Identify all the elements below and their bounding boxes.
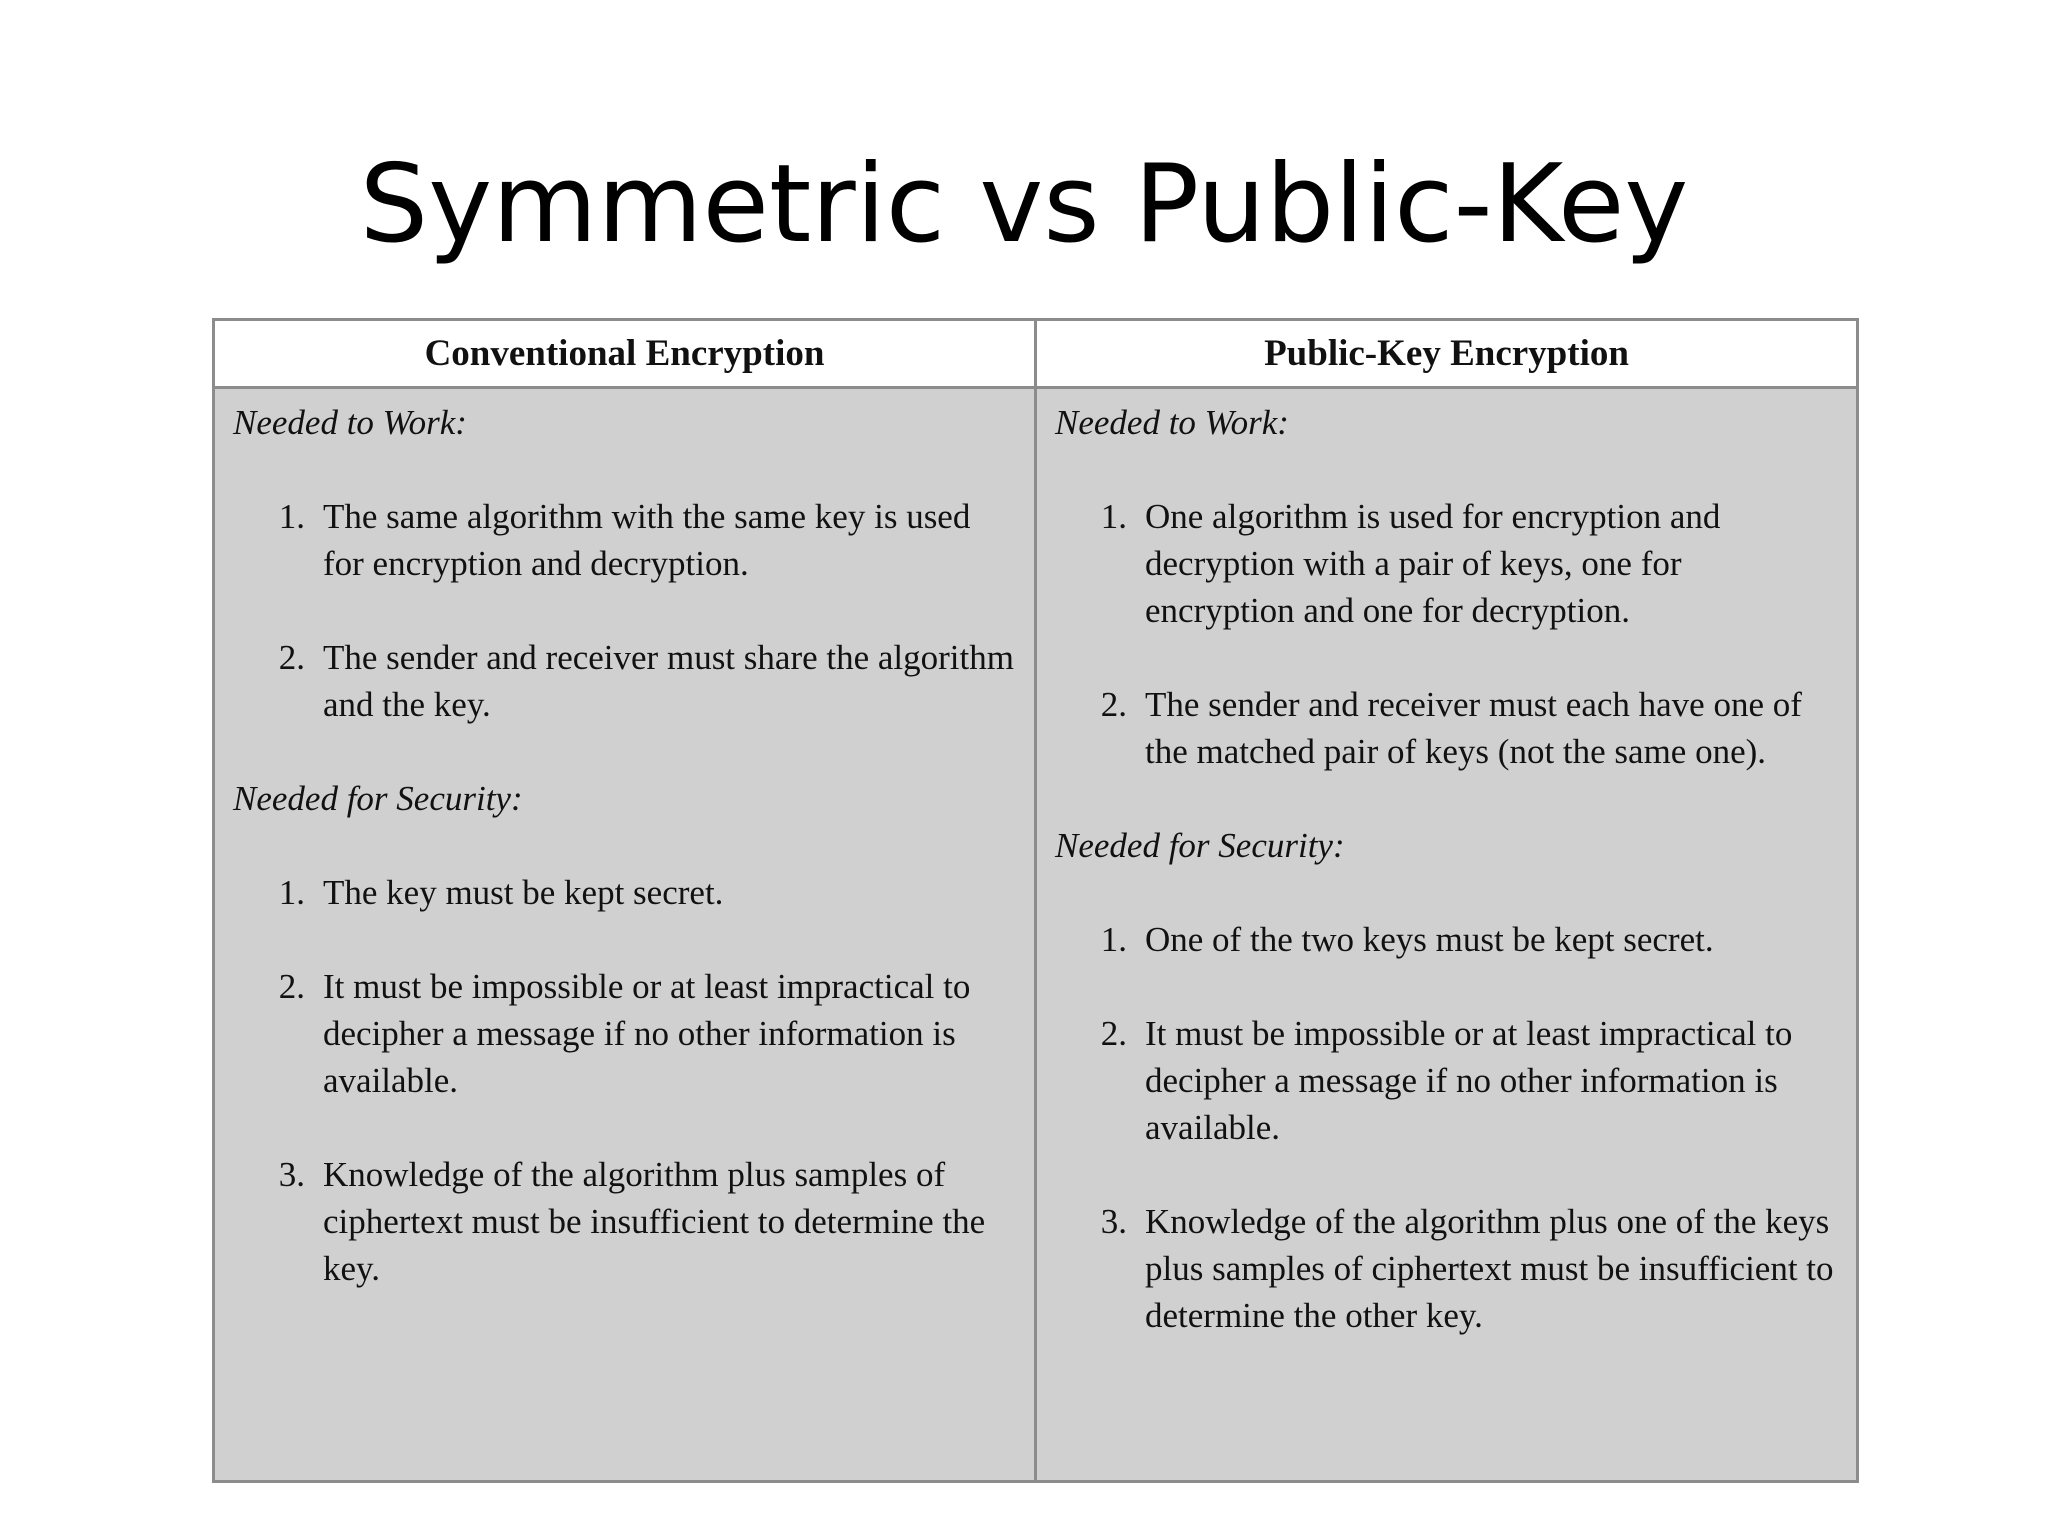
item-number: 2. <box>1100 1014 1127 1053</box>
comparison-table <box>212 318 1859 1483</box>
item-text: Knowledge of the algorithm plus one of the keys plus samples of ciphertext must be insufficient to determine the other key. <box>1145 1202 1834 1335</box>
list-item <box>1055 493 1838 634</box>
item-number: 1. <box>278 873 305 912</box>
list-item <box>233 869 1016 916</box>
slide-title: Symmetric vs Public-Key <box>359 142 1689 267</box>
section-label-needed-for-security: Needed for Security: <box>1055 826 1345 865</box>
section-label-needed-to-work: Needed to Work: <box>1055 403 1289 442</box>
item-text: It must be impossible or at least impractical to decipher a message if no other information is available. <box>323 967 971 1100</box>
section-label-needed-to-work: Needed to Work: <box>233 403 467 442</box>
list-item <box>233 1151 1016 1292</box>
item-number: 2. <box>278 638 305 677</box>
list-item <box>233 493 1016 587</box>
item-text: Knowledge of the algorithm plus samples of ciphertext must be insufficient to determine the key. <box>323 1155 986 1288</box>
item-number: 2. <box>1100 685 1127 724</box>
section-label-needed-for-security: Needed for Security: <box>233 779 523 818</box>
column-header-conventional: Conventional Encryption <box>215 321 1037 389</box>
list-item <box>1055 1010 1838 1151</box>
public-key-encryption-cell <box>1037 389 1856 1480</box>
column-header-public-key: Public-Key Encryption <box>1037 321 1856 389</box>
item-number: 1. <box>1100 497 1127 536</box>
item-text: One of the two keys must be kept secret. <box>1145 920 1714 959</box>
list-item <box>233 963 1016 1104</box>
item-number: 3. <box>1100 1202 1127 1241</box>
item-text: The sender and receiver must each have one of the matched pair of keys (not the same one). <box>1145 685 1802 771</box>
list-item <box>1055 1198 1838 1339</box>
item-number: 1. <box>278 497 305 536</box>
item-text: The key must be kept secret. <box>323 873 724 912</box>
item-text: It must be impossible or at least impractical to decipher a message if no other information is available. <box>1145 1014 1793 1147</box>
item-number: 2. <box>278 967 305 1006</box>
conventional-encryption-cell <box>215 389 1037 1480</box>
item-number: 3. <box>278 1155 305 1194</box>
list-item <box>1055 681 1838 775</box>
item-text: The sender and receiver must share the algorithm and the key. <box>323 638 1014 724</box>
item-text: One algorithm is used for encryption and decryption with a pair of keys, one for encryption and one for decryption. <box>1145 497 1721 630</box>
list-item <box>1055 916 1838 963</box>
list-item <box>233 634 1016 728</box>
item-text: The same algorithm with the same key is used for encryption and decryption. <box>323 497 971 583</box>
item-number: 1. <box>1100 920 1127 959</box>
